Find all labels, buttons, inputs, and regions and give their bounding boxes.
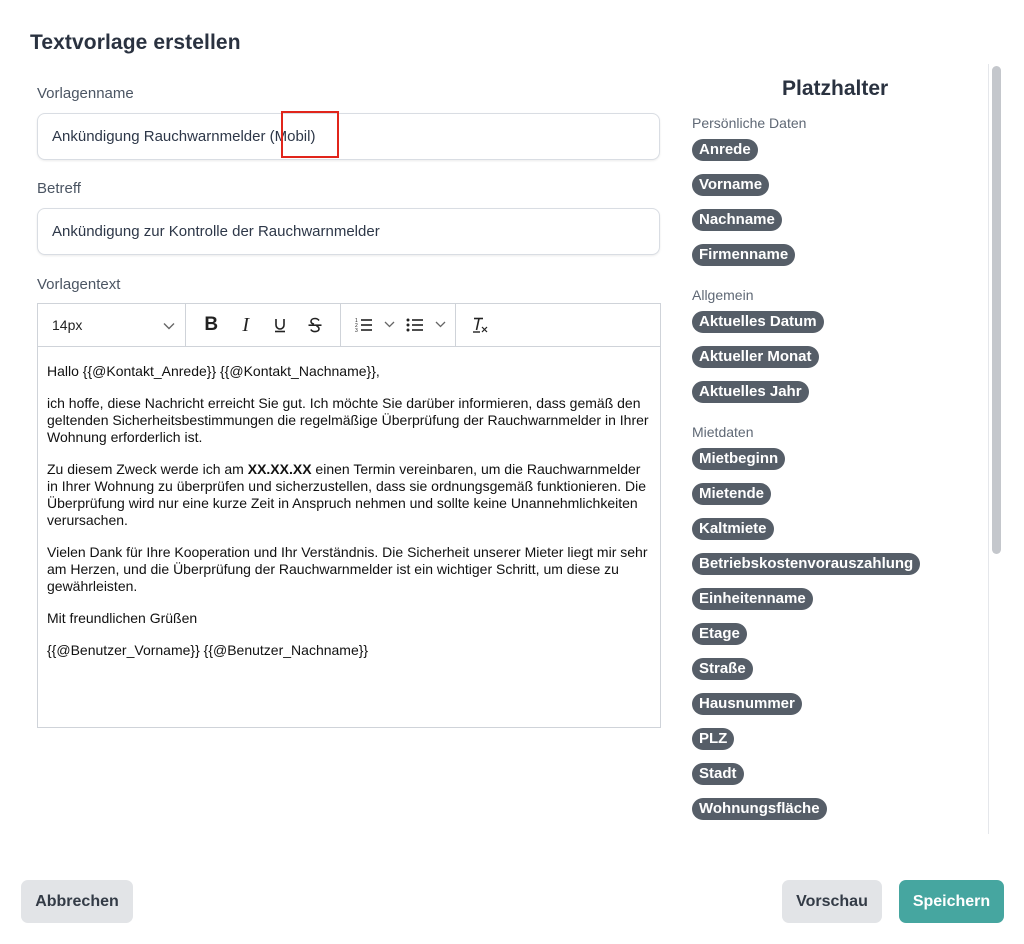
placeholder-chip-vorname[interactable]: Vorname <box>692 174 769 196</box>
placeholder-chip-betriebskosten[interactable]: Betriebskostenvorauszahlung <box>692 553 920 575</box>
preview-button[interactable]: Vorschau <box>782 880 882 923</box>
editor-content[interactable] <box>38 347 660 659</box>
ordered-list-icon[interactable] <box>351 312 377 338</box>
placeholder-chip-mietende[interactable]: Mietende <box>692 483 771 505</box>
editor-text: Zu diesem Zweck werde ich am <box>47 461 248 477</box>
cancel-button[interactable]: Abbrechen <box>21 880 133 923</box>
template-name-label: Vorlagenname <box>37 85 134 102</box>
group-label-general: Allgemein <box>692 287 754 303</box>
italic-icon[interactable]: I <box>242 313 250 336</box>
editor-paragraph: ich hoffe, diese Nachricht erreicht Sie gut. Ich möchte Sie darüber informieren, dass gemäß den geltenden Sicherheitsbestimmungen die regelmäßige Überprüfung der Rauchwarnmelder in Ihrer Wohnung erforderlich ist. <box>47 395 649 445</box>
placeholder-chip-plz[interactable]: PLZ <box>692 728 734 750</box>
editor-paragraph: Hallo {{@Kontakt_Anrede}} {{@Kontakt_Nachname}}, <box>47 363 380 379</box>
placeholder-chip-stadt[interactable]: Stadt <box>692 763 744 785</box>
placeholder-panel <box>692 112 982 834</box>
editor-paragraph: Mit freundlichen Grüßen <box>47 610 198 626</box>
underline-icon[interactable] <box>267 312 293 338</box>
placeholder-chip-strasse[interactable]: Straße <box>692 658 753 680</box>
placeholder-chip-nachname[interactable]: Nachname <box>692 209 782 231</box>
editor-paragraph <box>47 461 651 529</box>
bold-icon[interactable]: B <box>204 314 219 335</box>
bullet-list-icon[interactable] <box>402 312 428 338</box>
group-label-rental: Mietdaten <box>692 424 754 440</box>
placeholder-chip-aktuelles-datum[interactable]: Aktuelles Datum <box>692 311 824 333</box>
placeholder-chip-aktuelles-jahr[interactable]: Aktuelles Jahr <box>692 381 809 403</box>
format-group <box>186 304 341 346</box>
rich-text-editor <box>37 303 661 728</box>
chevron-down-icon <box>163 317 175 333</box>
placeholder-chip-mietbeginn[interactable]: Mietbeginn <box>692 448 785 470</box>
template-name-input[interactable]: Ankündigung Rauchwarnmelder (Mobil) <box>37 113 660 160</box>
placeholder-heading: Platzhalter <box>782 77 889 100</box>
svg-text:2: 2 <box>354 323 358 329</box>
clear-format-icon[interactable] <box>467 312 493 338</box>
font-size-select[interactable] <box>38 304 186 346</box>
group-label-personal: Persönliche Daten <box>692 115 807 131</box>
placeholder-chip-etage[interactable]: Etage <box>692 623 747 645</box>
placeholder-chip-hausnummer[interactable]: Hausnummer <box>692 693 802 715</box>
clear-format-group <box>456 304 504 346</box>
ordered-list-dropdown-icon[interactable] <box>384 319 395 331</box>
date-placeholder-bold: XX.XX.XX <box>247 461 312 477</box>
template-text-label: Vorlagentext <box>37 276 121 293</box>
font-size-value: 14px <box>52 317 83 333</box>
strikethrough-icon[interactable] <box>302 312 328 338</box>
placeholder-chip-einheitenname[interactable]: Einheitenname <box>692 588 813 610</box>
save-button[interactable]: Speichern <box>899 880 1004 923</box>
editor-text: einen Termin vereinbaren, um die Rauchwarnmelder in Ihrer Wohnung zu überprüfen und sicherzustellen, dass sie ordnungsgemäß funktionieren. Die Überprüfung wird nur eine kurze Zeit in Anspruch nehmen und sollte keine Unannehmlichkeiten verursachen. <box>47 461 646 528</box>
placeholder-chip-kaltmiete[interactable]: Kaltmiete <box>692 518 774 540</box>
subject-label: Betreff <box>37 180 81 197</box>
placeholder-chip-wohnungsflaeche[interactable]: Wohnungsfläche <box>692 798 827 820</box>
svg-text:3: 3 <box>354 328 358 333</box>
placeholder-scrollbar-thumb[interactable] <box>992 66 1001 554</box>
dialog-title: Textvorlage erstellen <box>30 31 241 54</box>
placeholder-chip-firmenname[interactable]: Firmenname <box>692 244 795 266</box>
editor-toolbar <box>38 304 660 347</box>
placeholder-chip-anrede[interactable]: Anrede <box>692 139 758 161</box>
editor-paragraph: {{@Benutzer_Vorname}} {{@Benutzer_Nachname}} <box>47 642 369 658</box>
placeholder-chip-aktueller-monat[interactable]: Aktueller Monat <box>692 346 819 368</box>
editor-paragraph: Vielen Dank für Ihre Kooperation und Ihr Verständnis. Die Sicherheit unserer Mieter liegt mir sehr am Herzen, und die Überprüfung der Rauchwarnmelder ist ein wichtiger Schritt, um diese zu gewährleisten. <box>47 544 648 594</box>
bullet-list-dropdown-icon[interactable] <box>435 319 446 331</box>
subject-input[interactable]: Ankündigung zur Kontrolle der Rauchwarnmelder <box>37 208 660 255</box>
list-group <box>341 304 456 346</box>
svg-text:1: 1 <box>354 318 358 324</box>
